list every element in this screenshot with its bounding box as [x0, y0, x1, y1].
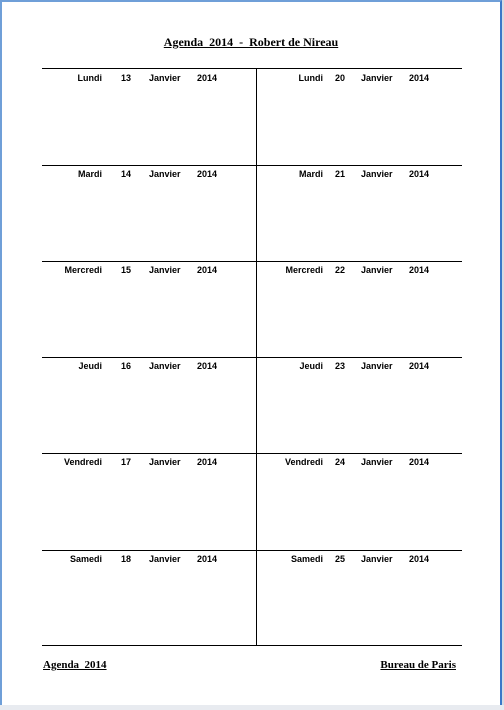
year: 2014	[197, 265, 218, 275]
agenda-row	[42, 69, 462, 165]
day-number: 13	[121, 73, 132, 83]
day-number: 14	[121, 169, 132, 179]
day-number: 25	[335, 554, 346, 564]
day-name: Vendredi	[63, 457, 102, 467]
day-number: 24	[335, 457, 346, 467]
month: Janvier	[361, 361, 393, 371]
day-name: Jeudi	[299, 361, 323, 371]
month: Janvier	[361, 169, 393, 179]
day-name: Vendredi	[284, 457, 323, 467]
day-number: 18	[121, 554, 132, 564]
month: Janvier	[361, 554, 393, 564]
window-bottom-edge	[0, 705, 504, 710]
day-cell[interactable]	[257, 457, 462, 471]
year: 2014	[409, 361, 430, 371]
day-name: Mercredi	[285, 265, 323, 275]
month: Janvier	[149, 265, 181, 275]
month: Janvier	[361, 457, 393, 467]
year: 2014	[197, 361, 218, 371]
day-cell[interactable]	[42, 73, 256, 87]
footer-office-label: Bureau de Paris	[380, 659, 456, 671]
year: 2014	[409, 265, 430, 275]
month: Janvier	[149, 554, 181, 564]
agenda-grid	[42, 68, 462, 646]
day-cell[interactable]	[257, 169, 462, 183]
day-cell[interactable]	[42, 169, 256, 183]
agenda-row	[42, 357, 462, 453]
day-number: 23	[335, 361, 346, 371]
day-name: Mercredi	[64, 265, 102, 275]
agenda-row	[42, 550, 462, 646]
month: Janvier	[361, 265, 393, 275]
day-number: 22	[335, 265, 346, 275]
day-cell[interactable]	[42, 361, 256, 375]
day-cell[interactable]	[257, 554, 462, 568]
day-cell[interactable]	[257, 73, 462, 87]
day-cell[interactable]	[42, 554, 256, 568]
day-name: Jeudi	[78, 361, 102, 371]
month: Janvier	[149, 73, 181, 83]
day-name: Samedi	[69, 554, 102, 564]
day-number: 15	[121, 265, 132, 275]
day-number: 16	[121, 361, 132, 371]
month: Janvier	[361, 73, 393, 83]
year: 2014	[197, 554, 218, 564]
year: 2014	[409, 73, 430, 83]
day-name: Lundi	[298, 73, 323, 83]
agenda-row	[42, 453, 462, 549]
day-cell[interactable]	[257, 361, 462, 375]
year: 2014	[409, 554, 430, 564]
day-cell[interactable]	[42, 457, 256, 471]
agenda-row	[42, 165, 462, 261]
month: Janvier	[149, 169, 181, 179]
year: 2014	[197, 169, 218, 179]
month: Janvier	[149, 457, 181, 467]
year: 2014	[197, 457, 218, 467]
day-name: Mardi	[298, 169, 323, 179]
day-name: Mardi	[77, 169, 102, 179]
day-number: 20	[335, 73, 346, 83]
agenda-row	[42, 261, 462, 357]
footer-agenda-label: Agenda 2014	[43, 659, 107, 671]
month: Janvier	[149, 361, 181, 371]
day-name: Lundi	[77, 73, 102, 83]
day-number: 17	[121, 457, 132, 467]
day-cell[interactable]	[42, 265, 256, 279]
year: 2014	[409, 169, 430, 179]
day-name: Samedi	[290, 554, 323, 564]
day-number: 21	[335, 169, 346, 179]
year: 2014	[409, 457, 430, 467]
page-title: Agenda 2014 - Robert de Nireau	[163, 35, 339, 49]
year: 2014	[197, 73, 218, 83]
day-cell[interactable]	[257, 265, 462, 279]
